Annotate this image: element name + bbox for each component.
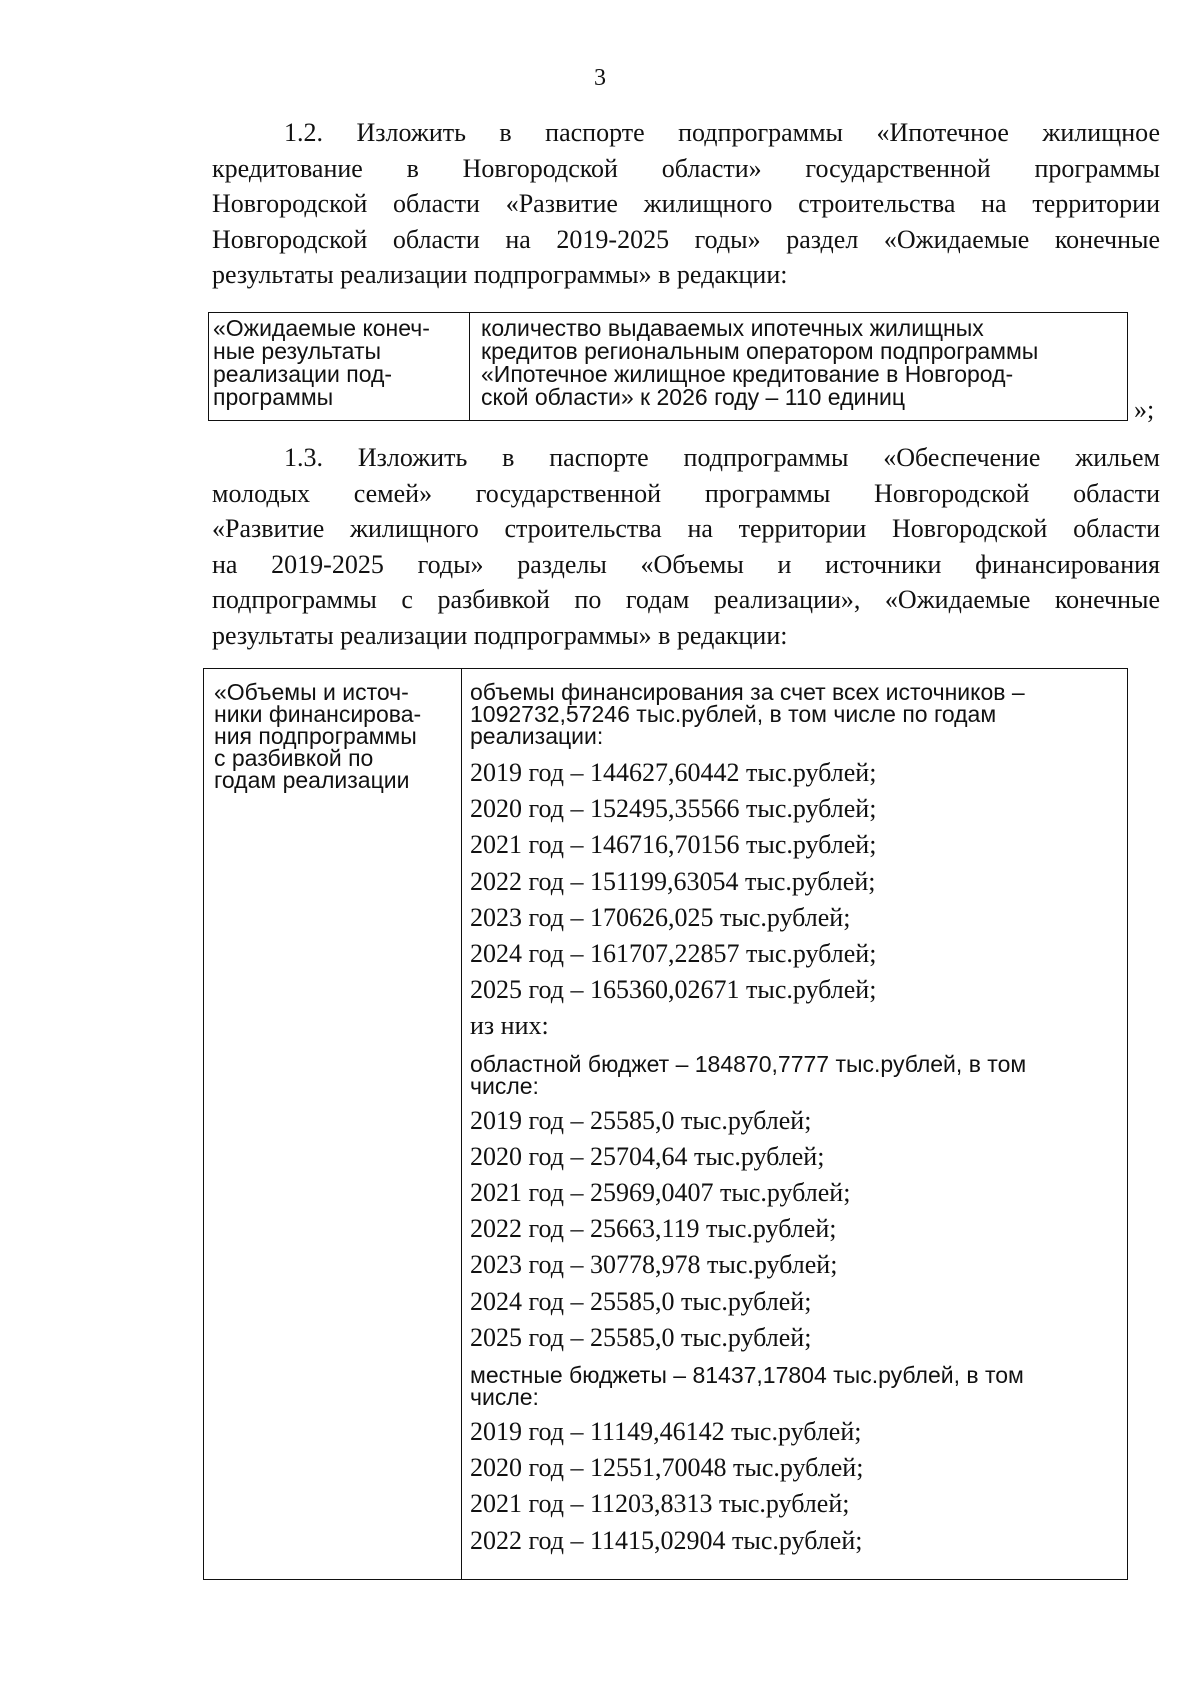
paragraph-line: молодых семей» государственной программы Новгородской области (212, 478, 1160, 508)
of-them-label: из них: (470, 1011, 549, 1041)
paragraph-line: результаты реализации подпрограммы» в редакции: (212, 260, 788, 289)
local-year-row: 2020 год – 12551,70048 тыс.рублей; (470, 1453, 864, 1483)
column-divider (469, 313, 470, 420)
total-year-row: 2023 год – 170626,025 тыс.рублей; (470, 902, 851, 932)
cell-line: кредитов региональным оператором подпрограммы (481, 338, 1039, 364)
total-year-row: 2021 год – 146716,70156 тыс.рублей; (470, 830, 877, 860)
cell-line: ные результаты (213, 338, 382, 364)
cell-line: объемы финансирования за счет всех источников – (470, 679, 1025, 705)
table-right-cell (470, 681, 1120, 1559)
table-left-cell (213, 317, 465, 409)
cell-line: числе: (470, 1072, 539, 1099)
table-left-cell (214, 681, 454, 791)
paragraph-line: Новгородской области на 2019-2025 годы» раздел «Ожидаемые конечные (212, 224, 1160, 254)
regional-year-row: 2025 год – 25585,0 тыс.рублей; (470, 1322, 812, 1352)
total-year-row: 2024 год – 161707,22857 тыс.рублей; (470, 939, 877, 969)
regional-year-row: 2021 год – 25969,0407 тыс.рублей; (470, 1178, 851, 1208)
cell-line: областной бюджет – 184870,7777 тыс.рублей, в том (470, 1050, 1027, 1077)
paragraph-line: результаты реализации подпрограммы» в редакции: (212, 620, 788, 650)
paragraph-line: 1.2. Изложить в паспорте подпрограммы «Ипотечное жилищное (284, 118, 1160, 147)
cell-line: числе: (470, 1384, 539, 1411)
paragraph-line: 1.3. Изложить в паспорте подпрограммы «Обеспечение жильем (284, 443, 1160, 472)
cell-line: «Ожидаемые конеч- (213, 315, 430, 341)
cell-line: с разбивкой по (214, 745, 374, 771)
paragraph-line: кредитование в Новгородской области» государственной программы (212, 153, 1160, 183)
total-year-row: 2025 год – 165360,02671 тыс.рублей; (470, 975, 877, 1005)
cell-line: программы (213, 384, 334, 410)
section-1-2-paragraph (212, 115, 1160, 293)
cell-line: реализации: (470, 723, 604, 749)
total-year-row: 2022 год – 151199,63054 тыс.рублей; (470, 866, 876, 896)
table-right-cell (481, 317, 1121, 409)
financing-intro (470, 681, 1120, 747)
cell-line: ской области» к 2026 году – 110 единиц (481, 384, 906, 410)
cell-line: реализации под- (213, 361, 393, 387)
paragraph-line: подпрограммы с разбивкой по годам реализации», «Ожидаемые конечные (212, 585, 1160, 614)
total-year-row: 2020 год – 152495,35566 тыс.рублей; (470, 794, 877, 824)
paragraph-line: Новгородской области «Развитие жилищного строительства на территории (212, 189, 1160, 218)
cell-line: «Объемы и источ- (214, 679, 409, 705)
financing-table (203, 668, 1128, 1580)
paragraph-line: «Развитие жилищного строительства на территории Новгородской области (212, 514, 1160, 543)
local-year-row: 2021 год – 11203,8313 тыс.рублей; (470, 1489, 850, 1519)
cell-line: ники финансирова- (214, 701, 422, 727)
cell-line: «Ипотечное жилищное кредитование в Новгород- (481, 361, 1014, 387)
expected-results-table (208, 312, 1128, 421)
regional-year-row: 2023 год – 30778,978 тыс.рублей; (470, 1250, 838, 1280)
regional-year-row: 2019 год – 25585,0 тыс.рублей; (470, 1105, 812, 1135)
column-divider (461, 669, 462, 1579)
cell-line: 1092732,57246 тыс.рублей, в том числе по годам (470, 701, 997, 727)
total-year-row: 2019 год – 144627,60442 тыс.рублей; (470, 758, 877, 787)
regional-year-row: 2024 год – 25585,0 тыс.рублей; (470, 1286, 812, 1316)
local-year-row: 2022 год – 11415,02904 тыс.рублей; (470, 1525, 863, 1555)
local-year-row: 2019 год – 11149,46142 тыс.рублей; (470, 1417, 862, 1447)
cell-line: ния подпрограммы (214, 723, 417, 749)
paragraph-line: на 2019-2025 годы» разделы «Объемы и источники финансирования (212, 549, 1160, 579)
section-1-3-paragraph (212, 440, 1160, 653)
page-number: 3 (594, 65, 606, 91)
cell-line: количество выдаваемых ипотечных жилищных (481, 315, 984, 341)
local-budget-summary (470, 1356, 1120, 1414)
cell-line: годам реализации (214, 767, 410, 793)
closing-quote: »; (1134, 395, 1155, 424)
regional-year-row: 2020 год – 25704,64 тыс.рублей; (470, 1141, 825, 1171)
regional-year-row: 2022 год – 25663,119 тыс.рублей; (470, 1214, 837, 1244)
cell-line: местные бюджеты – 81437,17804 тыс.рублей, в том (470, 1362, 1024, 1389)
regional-budget-summary (470, 1045, 1120, 1103)
